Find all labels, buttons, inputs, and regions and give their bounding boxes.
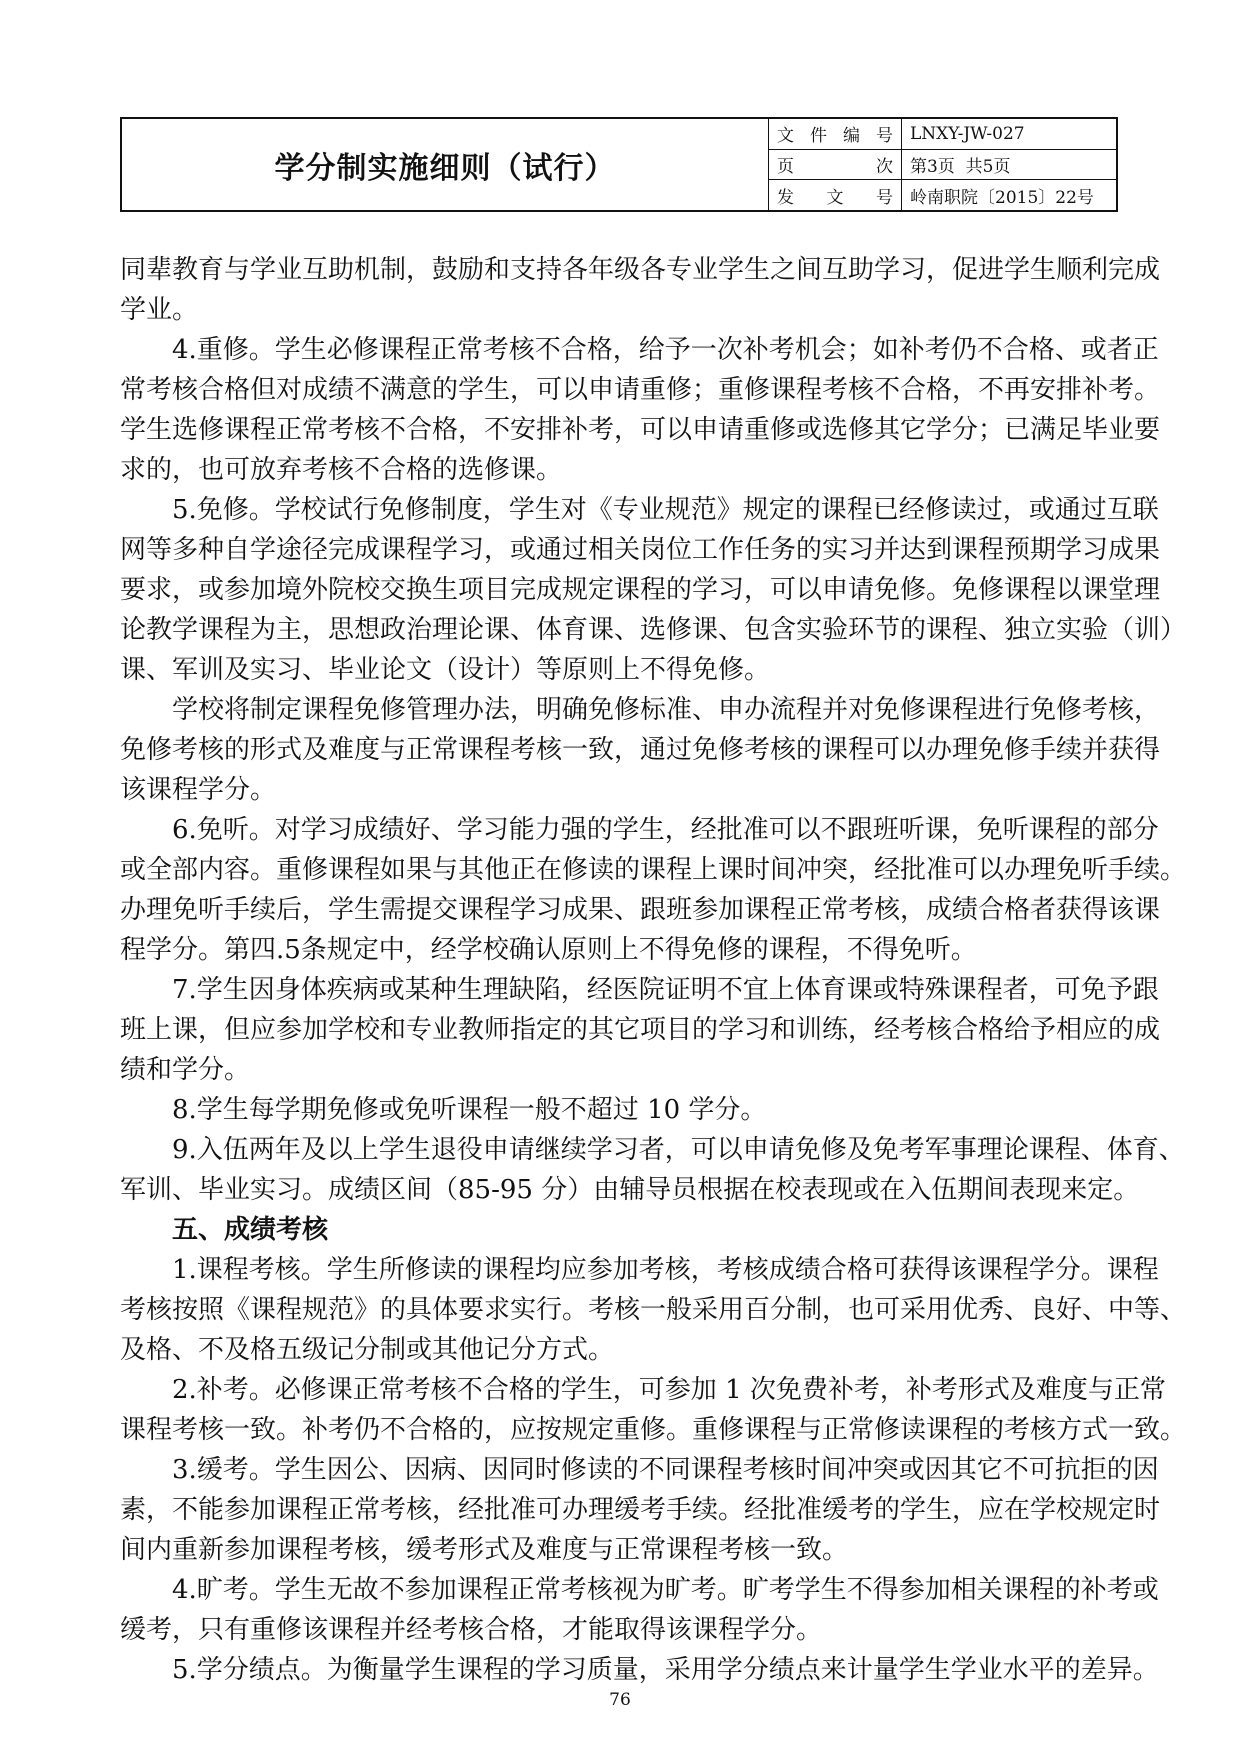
text-line: 6.免听。对学习成绩好、学习能力强的学生，经批准可以不跟班听课，免听课程的部分: [172, 815, 1159, 845]
text-line: 课、军训及实习、毕业论文（设计）等原则上不得免修。: [120, 655, 771, 685]
paragraph: [120, 1570, 1159, 1650]
document-header-table: [120, 117, 1118, 212]
label-char: 编: [843, 126, 860, 147]
paragraph: [120, 690, 1161, 810]
meta-row-file-number: [769, 119, 1116, 150]
text-line: 求的，也可放弃考核不合格的选修课。: [120, 455, 563, 485]
text-line: 9.入伍两年及以上学生退役申请继续学习者，可以申请免修及免考军事理论课程、体育、: [172, 1135, 1185, 1165]
text-line: 课程考核一致。补考仍不合格的，应按规定重修。重修课程与正常修读课程的考核方式一致。: [120, 1415, 1187, 1445]
paragraph: [120, 250, 1161, 330]
meta-value: LNXY-JW-027: [910, 123, 1025, 144]
text-line: 缓考，只有重修该课程并经考核合格，才能取得该课程学分。: [120, 1615, 823, 1645]
text-line: 班上课，但应参加学校和专业教师指定的其它项目的学习和训练，经考核合格给予相应的成: [120, 1015, 1161, 1045]
label-char: 次: [876, 157, 893, 177]
label-char: 件: [810, 126, 827, 147]
text-line: 1.课程考核。学生所修读的课程均应参加考核，考核成绩合格可获得该课程学分。课程: [172, 1255, 1159, 1285]
text-line: 免修考核的形式及难度与正常课程考核一致，通过免修考核的课程可以办理免修手续并获得: [120, 735, 1161, 765]
section-heading: 五、成绩考核: [172, 1215, 329, 1245]
label-char: 发: [777, 187, 794, 208]
label-char: 页: [777, 157, 794, 177]
text-line: 常考核合格但对成绩不满意的学生，可以申请重修；重修课程考核不合格，不再安排补考。: [120, 375, 1161, 405]
meta-value: 岭南职院〔2015〕22号: [910, 187, 1094, 208]
document-body: [120, 250, 1187, 1690]
document-meta-table: [769, 119, 1116, 210]
paragraph: [120, 330, 1161, 490]
text-line: 5.免修。学校试行免修制度，学生对《专业规范》规定的课程已经修读过，或通过互联: [172, 495, 1159, 525]
text-line: 绩和学分。: [120, 1055, 251, 1085]
meta-label: [769, 150, 902, 180]
text-line: 3.缓考。学生因公、因病、因同时修读的不同课程考核时间冲突或因其它不可抗拒的因: [172, 1455, 1159, 1485]
text-line: 同辈教育与学业互助机制，鼓励和支持各年级各专业学生之间互助学习，促进学生顺利完成: [120, 255, 1161, 285]
meta-label: [769, 119, 902, 149]
paragraph: [120, 490, 1187, 690]
meta-row-page: [769, 150, 1116, 181]
text-line: 4.旷考。学生无故不参加课程正常考核视为旷考。旷考学生不得参加相关课程的补考或: [172, 1575, 1159, 1605]
text-line: 军训、毕业实习。成绩区间（85-95 分）由辅导员根据在校表现或在入伍期间表现来定。: [120, 1175, 1140, 1205]
text-line: 网等多种自学途径完成课程学习，或通过相关岗位工作任务的实习并达到课程预期学习成果: [120, 535, 1161, 565]
page-number: 76: [609, 1690, 631, 1710]
text-line: 或全部内容。重修课程如果与其他正在修读的课程上课时间冲突，经批准可以办理免听手续。: [120, 855, 1187, 885]
document-title: 学分制实施细则（试行）: [122, 119, 769, 210]
paragraph: [120, 1250, 1187, 1370]
text-line: 5.学分绩点。为衡量学生课程的学习质量，采用学分绩点来计量学生学业水平的差异。: [172, 1655, 1159, 1685]
meta-label: [769, 180, 902, 210]
paragraph: [120, 1130, 1185, 1210]
text-line: 学生选修课程正常考核不合格，不安排补考，可以申请重修或选修其它学分；已满足毕业要: [120, 415, 1161, 445]
text-line: 素，不能参加课程正常考核，经批准可办理缓考手续。经批准缓考的学生，应在学校规定时: [120, 1495, 1161, 1525]
label-char: 文: [826, 187, 844, 208]
text-line: 8.学生每学期免修或免听课程一般不超过 10 学分。: [172, 1095, 767, 1125]
text-line: 2.补考。必修课正常考核不合格的学生，可参加 1 次免费补考，补考形式及难度与正常: [172, 1375, 1166, 1405]
paragraph: [120, 1370, 1187, 1450]
paragraph: [120, 1650, 1159, 1690]
text-line: 该课程学分。: [120, 775, 277, 805]
text-line: 学校将制定课程免修管理办法，明确免修标准、申办流程并对免修课程进行免修考核，: [172, 695, 1161, 725]
label-char: 号: [876, 126, 893, 147]
text-line: 要求，或参加境外院校交换生项目完成规定课程的学习，可以申请免修。免修课程以课堂理: [120, 575, 1161, 605]
text-line: 间内重新参加课程考核，缓考形式及难度与正常课程考核一致。: [120, 1535, 849, 1565]
text-line: 论教学课程为主，思想政治理论课、体育课、选修课、包含实验环节的课程、独立实验（训）: [120, 615, 1187, 645]
meta-row-issue-number: [769, 180, 1116, 210]
text-line: 4.重修。学生必修课程正常考核不合格，给予一次补考机会；如补考仍不合格、或者正: [172, 335, 1159, 365]
text-line: 及格、不及格五级记分制或其他记分方式。: [120, 1335, 615, 1365]
text-line: 程学分。第四.5条规定中，经学校确认原则上不得免修的课程，不得免听。: [120, 935, 977, 965]
paragraph: [120, 810, 1187, 970]
label-char: 文: [777, 126, 794, 147]
paragraph: [120, 970, 1161, 1090]
label-char: 号: [876, 187, 893, 208]
text-line: 考核按照《课程规范》的具体要求实行。考核一般采用百分制，也可采用优秀、良好、中等、: [120, 1295, 1187, 1325]
text-line: 7.学生因身体疾病或某种生理缺陷，经医院证明不宜上体育课或特殊课程者，可免予跟: [172, 975, 1159, 1005]
paragraph: [120, 1450, 1161, 1570]
paragraph: [120, 1090, 1125, 1130]
text-line: 学业。: [120, 295, 199, 325]
text-line: 办理免听手续后，学生需提交课程学习成果、跟班参加课程正常考核，成绩合格者获得该课: [120, 895, 1161, 925]
meta-value: 第3页 共5页: [910, 157, 1011, 177]
